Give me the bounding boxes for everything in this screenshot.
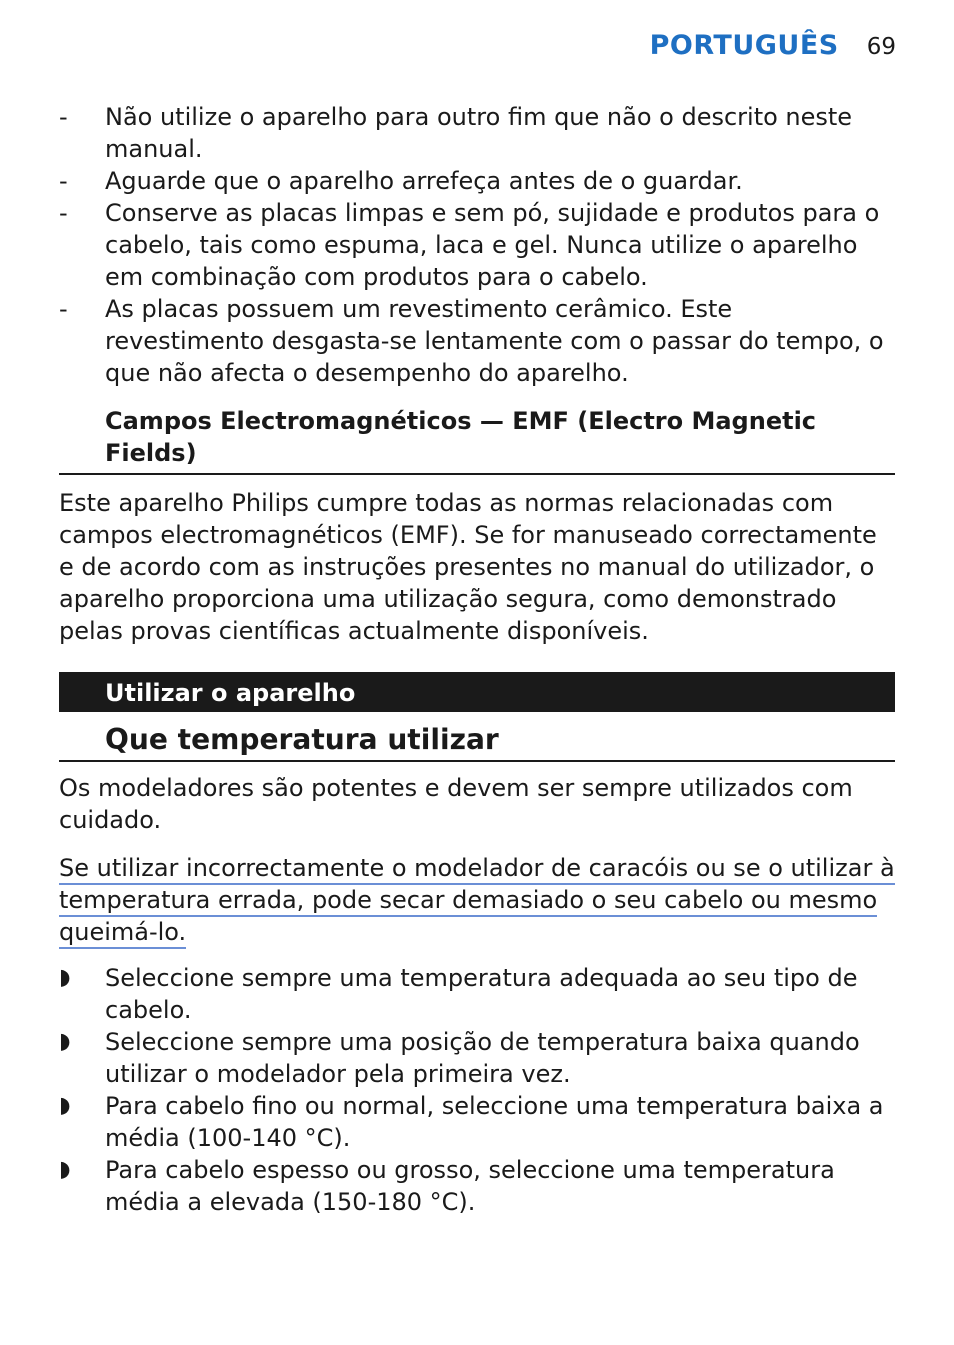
bullet-icon: ◗ xyxy=(59,1157,71,1182)
warning-line: queimá-lo. xyxy=(59,918,186,949)
emf-heading: Campos Electromagnéticos — EMF (Electro Magnetic Fields) xyxy=(59,405,895,475)
list-item-text: Conserve as placas limpas e sem pó, sujidade e produtos para o cabelo, tais como espuma, laca e gel. Nunca utilize o aparelho em combinação com produtos para o cabelo. xyxy=(105,199,880,291)
list-item xyxy=(59,1026,895,1090)
dash-marker: - xyxy=(59,103,68,131)
list-item-text: Seleccione sempre uma temperatura adequada ao seu tipo de cabelo. xyxy=(105,964,858,1024)
dash-marker: - xyxy=(59,199,68,227)
list-item xyxy=(59,293,895,389)
list-item xyxy=(59,962,895,1026)
page-header xyxy=(650,30,896,61)
list-item xyxy=(59,1090,895,1154)
page-number: 69 xyxy=(866,34,896,60)
dash-marker: - xyxy=(59,295,68,323)
list-item-text: Não utilize o aparelho para outro fim que não o descrito neste manual. xyxy=(105,103,853,163)
bullet-icon: ◗ xyxy=(59,1029,71,1054)
list-item-text: Para cabelo espesso ou grosso, seleccione uma temperatura média a elevada (150-180 °C). xyxy=(105,1156,835,1216)
list-item-text: As placas possuem um revestimento cerâmico. Este revestimento desgasta-se lentamente com o passar do tempo, o que não afecta o desempenho do aparelho. xyxy=(105,295,884,387)
page-content xyxy=(59,101,895,1218)
list-item xyxy=(59,197,895,293)
temperature-intro: Os modeladores são potentes e devem ser sempre utilizados com cuidado. xyxy=(59,774,853,834)
warning-paragraph xyxy=(59,852,895,948)
section-title-bar: Utilizar o aparelho xyxy=(59,672,895,712)
list-item xyxy=(59,1154,895,1218)
list-item-text: Aguarde que o aparelho arrefeça antes de o guardar. xyxy=(105,167,743,195)
list-item-text: Seleccione sempre uma posição de temperatura baixa quando utilizar o modelador pela primeira vez. xyxy=(105,1028,860,1088)
warning-line: Se utilizar incorrectamente o modelador de caracóis ou se o utilizar à xyxy=(59,854,895,885)
language-label: PORTUGUÊS xyxy=(649,30,839,61)
emf-paragraph: Este aparelho Philips cumpre todas as normas relacionadas com campos electromagnéticos (EMF). Se for manuseado correctamente e de acordo com as instruções presentes no manual do utilizador, o aparelho proporciona uma utilização segura, como demonstrado pelas provas científicas actualmente disponíveis. xyxy=(59,489,877,645)
precautions-list xyxy=(59,101,895,389)
list-item-text: Para cabelo fino ou normal, seleccione uma temperatura baixa a média (100-140 °C). xyxy=(105,1092,884,1152)
list-item xyxy=(59,165,895,197)
temperature-heading: Que temperatura utilizar xyxy=(59,724,895,762)
bullet-icon: ◗ xyxy=(59,965,71,990)
warning-line: temperatura errada, pode secar demasiado o seu cabelo ou mesmo xyxy=(59,886,877,917)
dash-marker: - xyxy=(59,167,68,195)
list-item xyxy=(59,101,895,165)
bullet-icon: ◗ xyxy=(59,1093,71,1118)
temperature-tips-list xyxy=(59,962,895,1218)
